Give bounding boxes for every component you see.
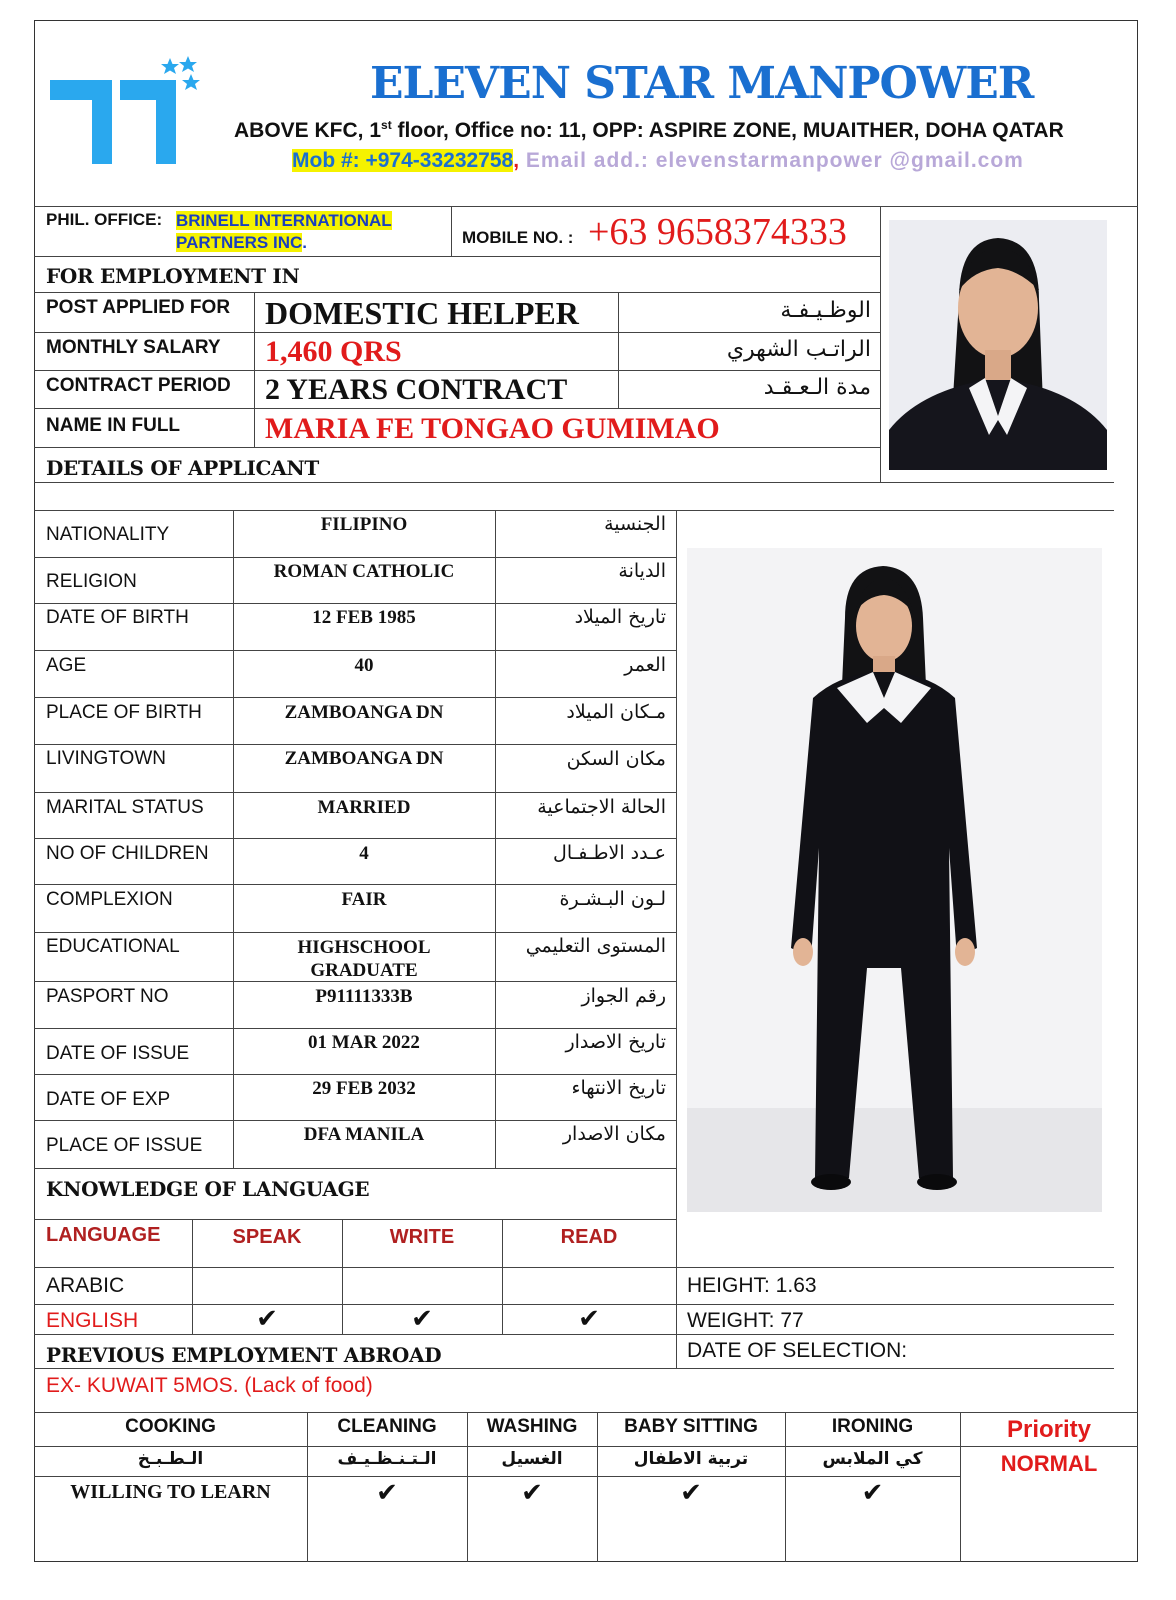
place-of-issue-value: DFA MANILA [303,1124,425,1145]
phil-office-value: BRINELL INTERNATIONAL PARTNERS INC. [176,211,392,252]
age-label: AGE [46,655,87,676]
religion-arabic: الديانة [618,560,666,582]
willing-to-learn-label: WILLING TO LEARN [70,1481,271,1503]
skill-arabic-washing: الغسيل [501,1449,563,1469]
cleaning-check-icon: ✔ [376,1478,398,1508]
company-address [234,118,1064,143]
language-header-read: READ [560,1226,618,1248]
nationality-arabic: الجنسية [604,513,666,535]
marital-status-arabic: الحالة الاجتماعية [537,796,666,818]
religion-value: ROMAN CATHOLIC [273,561,455,582]
skill-arabic-cooking: الـطـبـخ [137,1449,204,1469]
company-email[interactable]: Email add.: elevenstarmanpower @gmail.com [519,149,1024,172]
english-write-check-icon: ✔ [411,1304,433,1334]
skill-header-cleaning: CLEANING [337,1416,437,1437]
date-of-birth-value: 12 FEB 1985 [312,607,416,628]
skill-arabic-cleaning: الـتـنـظـيـف [337,1449,437,1469]
no-of-children-value: 4 [359,843,369,864]
place-of-birth-arabic: مـكان الميلاد [566,701,666,723]
complexion-arabic: لـون البـشـرة [559,888,666,910]
livingtown-arabic: مكان السكن [566,748,666,770]
previous-employment-title: PREVIOUS EMPLOYMENT ABROAD [46,1343,442,1367]
marital-status-label: MARITAL STATUS [46,797,204,818]
date-of-issue-value: 01 MAR 2022 [308,1032,420,1053]
livingtown-label: LIVINGTOWN [46,748,166,769]
weight-value: WEIGHT: 77 [687,1309,804,1332]
educational-arabic: المستوى التعليمي [525,935,666,957]
nationality-value: FILIPINO [320,514,408,535]
age-arabic: العمر [624,654,666,676]
monthly-salary-label: MONTHLY SALARY [46,337,221,358]
height-value: HEIGHT: 1.63 [687,1274,817,1297]
complexion-label: COMPLEXION [46,889,173,910]
age-value: 40 [354,655,374,676]
address-sup: st [381,118,392,132]
skill-header-baby-sitting: BABY SITTING [624,1416,758,1437]
contract-period-value: 2 YEARS CONTRACT [265,373,568,406]
religion-label: RELIGION [46,571,137,592]
educational-value: HIGHSCHOOL GRADUATE [297,937,431,981]
skill-header-cooking: COOKING [125,1416,216,1437]
skill-header-washing: WASHING [486,1416,578,1437]
place-of-issue-label: PLACE OF ISSUE [46,1135,203,1156]
address-prefix: ABOVE KFC, 1 [234,119,382,142]
english-read-check-icon: ✔ [578,1304,600,1334]
educational-label: EDUCATIONAL [46,936,180,957]
full-name-value: MARIA FE TONGAO GUMIMAO [265,412,720,445]
date-of-birth-arabic: تاريخ الميلاد [574,606,666,628]
address-rest: floor, Office no: 11, OPP: ASPIRE ZONE, MUAITHER, DOHA QATAR [391,119,1064,142]
passport-no-value: P91111333B [315,986,413,1007]
details-section-title: DETAILS OF APPLICANT [46,456,319,480]
language-header-language: LANGUAGE [46,1224,161,1246]
phil-office-label: PHIL. OFFICE: [46,210,163,229]
livingtown-value: ZAMBOANGA DN [284,748,444,769]
contract-period-arabic: مدة الـعـقـد [763,375,871,400]
place-of-birth-value: ZAMBOANGA DN [284,702,444,723]
washing-check-icon: ✔ [521,1478,543,1508]
skill-arabic-ironing: كي الملابس [822,1449,923,1469]
language-header-speak: SPEAK [232,1226,302,1248]
date-of-exp-label: DATE OF EXP [46,1089,171,1110]
priority-value: NORMAL [1000,1451,1098,1476]
language-section-title: KNOWLEDGE OF LANGUAGE [46,1177,370,1201]
language-header-write: WRITE [389,1226,455,1248]
company-logo [46,54,206,170]
monthly-salary-value: 1,460 QRS [265,335,402,368]
date-of-exp-value: 29 FEB 2032 [312,1078,416,1099]
applicant-headshot-photo [889,220,1107,470]
passport-no-arabic: رقم الجواز [581,985,666,1007]
applicant-full-body-photo [687,548,1102,1212]
monthly-salary-arabic: الراتـب الشهري [726,337,871,362]
marital-status-value: MARRIED [317,797,411,818]
skill-header-ironing: IRONING [831,1416,914,1437]
date-of-exp-arabic: تاريخ الانتهاء [571,1077,666,1099]
place-of-birth-label: PLACE OF BIRTH [46,702,202,723]
nationality-label: NATIONALITY [46,524,170,545]
priority-label: Priority [1006,1416,1092,1443]
language-english-label: ENGLISH [46,1309,139,1332]
no-of-children-arabic: عـدد الاطـفـال [553,842,666,864]
mobile-value: +63 9658374333 [588,211,847,253]
no-of-children-label: NO OF CHILDREN [46,843,209,864]
company-mobile: Mob #: +974-33232758 [292,149,514,172]
previous-employment-value: EX- KUWAIT 5MOS. (Lack of food) [46,1374,373,1397]
contract-period-label: CONTRACT PERIOD [46,375,231,396]
mobile-label: MOBILE NO. : [462,228,574,247]
date-of-selection-label: DATE OF SELECTION: [687,1339,908,1362]
skill-arabic-baby-sitting: تربية الاطفال [633,1449,749,1469]
place-of-issue-arabic: مكان الاصدار [562,1123,666,1145]
language-arabic-label: ARABIC [46,1274,125,1297]
date-of-birth-label: DATE OF BIRTH [46,607,189,628]
passport-no-label: PASPORT NO [46,986,169,1007]
full-name-label: NAME IN FULL [46,415,181,436]
complexion-value: FAIR [341,889,387,910]
baby-sitting-check-icon: ✔ [680,1478,702,1508]
date-of-issue-arabic: تاريخ الاصدار [565,1031,666,1053]
employment-section-title: FOR EMPLOYMENT IN [46,264,300,288]
company-contact: Mob #: +974-33232758, Email add.: elevenstarmanpower @gmail.com [292,149,1024,172]
post-applied-value: DOMESTIC HELPER [265,295,579,331]
date-of-issue-label: DATE OF ISSUE [46,1043,190,1064]
ironing-check-icon: ✔ [861,1478,884,1508]
post-applied-arabic: الوظـيـفـة [780,298,871,323]
company-name: ELEVEN STAR MANPOWER [370,58,1034,109]
post-applied-label: POST APPLIED FOR [46,297,231,318]
english-speak-check-icon: ✔ [256,1304,278,1334]
